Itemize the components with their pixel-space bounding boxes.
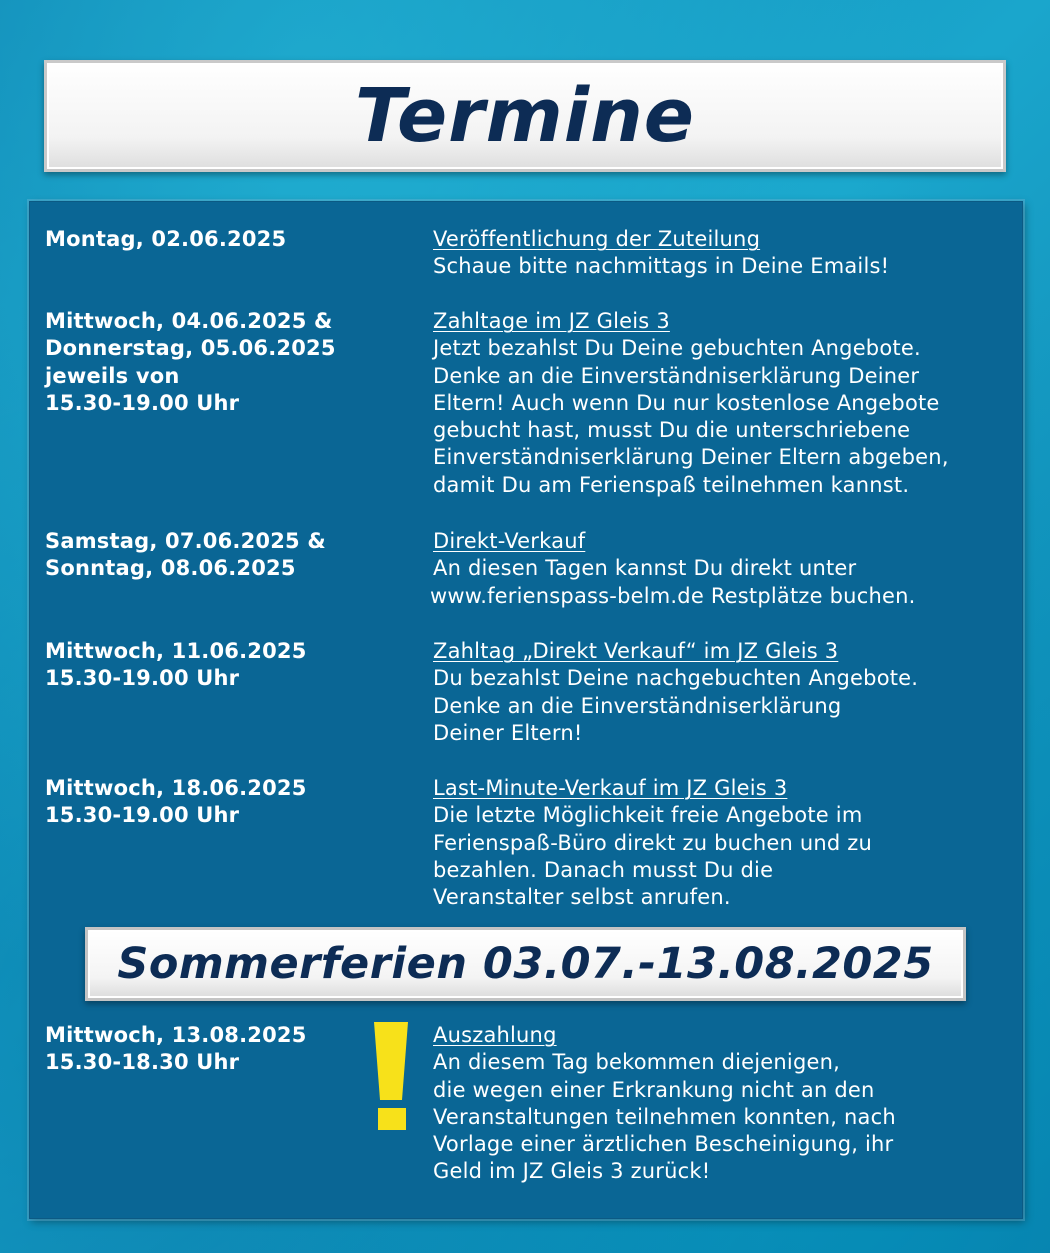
entry-date (45, 308, 425, 417)
entry-heading-link[interactable]: Auszahlung (433, 1023, 557, 1047)
date-line: Mittwoch, 18.06.2025 (45, 776, 307, 800)
entry-heading-link[interactable]: Zahltag „Direkt Verkauf“ im JZ Gleis 3 (433, 639, 839, 663)
desc-line: Du bezahlst Deine nachgebuchten Angebote. (433, 666, 919, 691)
desc-line: damit Du am Ferienspaß teilnehmen kannst. (433, 472, 910, 497)
desc-line: Eltern! Auch wenn Du nur kostenlose Angebote (433, 390, 940, 415)
desc-line: die wegen einer Erkrankung nicht an den (433, 1077, 875, 1102)
exclamation-dot (378, 1108, 406, 1130)
date-line: jeweils von (45, 363, 180, 388)
desc-line: Ferienspaß-Büro direkt zu buchen und zu (433, 830, 873, 855)
entry-heading-link[interactable]: Veröffentlichung der Zuteilung (433, 227, 761, 251)
entry-description (433, 308, 1013, 499)
desc-line: Die letzte Möglichkeit freie Angebote im (433, 803, 863, 828)
date-line: Mittwoch, 13.08.2025 (45, 1023, 307, 1047)
desc-line: Schaue bitte nachmittags in Deine Emails! (433, 254, 890, 279)
date-line: 15.30-19.00 Uhr (45, 390, 240, 415)
date-line: Sonntag, 08.06.2025 (45, 556, 296, 581)
entry-description (430, 528, 1013, 610)
entry-heading-link[interactable]: Direkt-Verkauf (433, 529, 586, 553)
desc-line: gebucht hast, musst Du die unterschriebene (433, 418, 911, 443)
desc-line: An diesem Tag bekommen diejenigen, (433, 1050, 840, 1075)
entry-date (45, 638, 425, 693)
summer-holiday-title: Sommerferien 03.07.-13.08.2025 (117, 939, 934, 989)
desc-line: Denke an die Einverständniserklärung (433, 693, 842, 718)
desc-line: Geld im JZ Gleis 3 zurück! (433, 1159, 711, 1184)
desc-line: bezahlen. Danach musst Du die (433, 857, 774, 882)
desc-line: Deiner Eltern! (433, 720, 583, 745)
entry-date (45, 1022, 425, 1077)
date-line: 15.30-19.00 Uhr (45, 666, 240, 691)
entry-description (433, 638, 1013, 747)
summer-holiday-banner (85, 927, 966, 1001)
date-line: Mittwoch, 04.06.2025 & (45, 309, 333, 333)
entry-description (433, 226, 1013, 281)
desc-line: Jetzt bezahlst Du Deine gebuchten Angebote. (433, 336, 921, 361)
desc-line: Einverständniserklärung Deiner Eltern abgeben, (433, 445, 949, 470)
entry-date (45, 226, 425, 253)
date-line: Mittwoch, 11.06.2025 (45, 639, 307, 663)
desc-line: www.ferienspass-belm.de Restplätze buchen. (430, 583, 916, 608)
page-title: Termine (355, 73, 695, 159)
desc-line: Vorlage einer ärztlichen Bescheinigung, ihr (433, 1132, 894, 1157)
desc-line: Veranstaltungen teilnehmen konnten, nach (433, 1104, 896, 1129)
desc-line: Veranstalter selbst anrufen. (433, 885, 731, 910)
desc-line: Denke an die Einverständniserklärung Deiner (433, 363, 920, 388)
entry-description (433, 775, 1013, 911)
desc-line: An diesen Tagen kannst Du direkt unter (433, 556, 857, 581)
entry-description (433, 1022, 1013, 1186)
title-banner (44, 60, 1006, 172)
date-line: Montag, 02.06.2025 (45, 227, 287, 251)
entry-date (45, 528, 425, 583)
date-line: 15.30-18.30 Uhr (45, 1050, 240, 1075)
entry-date (45, 775, 425, 830)
date-line: Samstag, 07.06.2025 & (45, 529, 326, 553)
date-line: Donnerstag, 05.06.2025 (45, 336, 336, 361)
date-line: 15.30-19.00 Uhr (45, 803, 240, 828)
entry-heading-link[interactable]: Last-Minute-Verkauf im JZ Gleis 3 (433, 776, 788, 800)
entry-heading-link[interactable]: Zahltage im JZ Gleis 3 (433, 309, 670, 333)
